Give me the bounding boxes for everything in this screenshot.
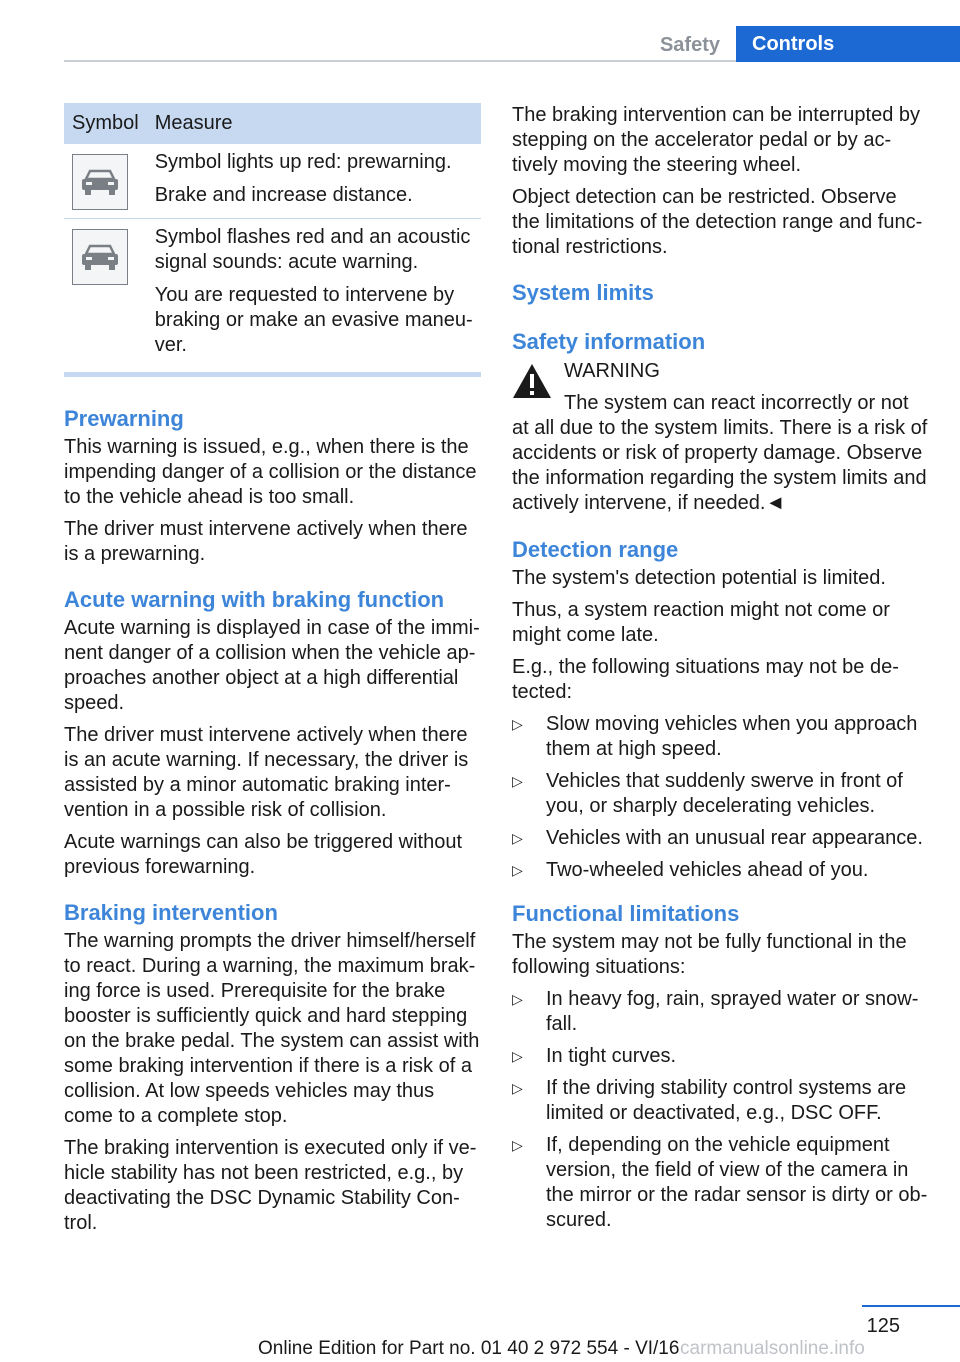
triangle-bullet-icon: ▷ bbox=[512, 1137, 523, 1153]
table-header-symbol: Symbol bbox=[64, 103, 147, 144]
heading-functional-limitations: Functional limitations bbox=[512, 901, 740, 926]
triangle-bullet-icon: ▷ bbox=[512, 1048, 523, 1064]
measure-text: Symbol flashes red and an acoustic signal sounds: acute warning. bbox=[154, 226, 471, 273]
list-item: ▷ Vehicles with an unusual rear appearance. bbox=[512, 827, 923, 849]
left-column bbox=[64, 103, 481, 1243]
watermark: carmanualsonline.info bbox=[680, 1338, 865, 1359]
table-row bbox=[64, 219, 481, 375]
paragraph: The warning prompts the driver himself/herself to react. During a warning, the maximum brak‐ing force is used. Prerequisite for the brake booster is sufficiently quick and hard stepping on the brake pedal. The system can assist with some braking intervention if there is a risk of a collision. At low speeds vehicles may thus come to a complete stop. bbox=[64, 930, 480, 1127]
paragraph: E.g., the following situations may not be de‐tected: bbox=[512, 656, 899, 703]
paragraph: Object detection can be restricted. Observe the limitations of the detection range and func‐tional restrictions. bbox=[512, 186, 923, 258]
list-item: ▷ If, depending on the vehicle equipment version, the field of view of the camera in the mirror or the radar sensor is dirty or ob‐scured. bbox=[512, 1134, 928, 1231]
list-item: ▷ Two-wheeled vehicles ahead of you. bbox=[512, 859, 869, 881]
list-item: ▷ If the driving stability control systems are limited or deactivated, e.g., DSC OFF. bbox=[512, 1077, 907, 1124]
measure-text: Symbol lights up red: prewarning. bbox=[154, 151, 452, 173]
paragraph: The system's detection potential is limited. bbox=[512, 567, 886, 589]
heading-braking-intervention: Braking intervention bbox=[64, 900, 278, 925]
warning-triangle-icon bbox=[512, 363, 552, 399]
paragraph: The system may not be fully functional in the following situations: bbox=[512, 931, 907, 978]
heading-detection-range: Detection range bbox=[512, 537, 679, 562]
paragraph: The braking intervention is executed only if ve‐hicle stability has not been restricted, e.g., by deactivating the DSC Dynamic Stability Con‐trol. bbox=[64, 1137, 477, 1234]
list-item: ▷ In heavy fog, rain, sprayed water or snow‐fall. bbox=[512, 988, 919, 1035]
measure-text: You are requested to intervene by braking or make an evasive maneu‐ver. bbox=[154, 284, 473, 356]
paragraph: Acute warnings can also be triggered without previous forewarning. bbox=[64, 831, 463, 878]
footer-divider bbox=[862, 1305, 960, 1307]
paragraph: The driver must intervene actively when there is an acute warning. If necessary, the driver is assisted by a minor automatic braking inter‐vention in a possible risk of collision. bbox=[64, 724, 469, 821]
list-item: ▷ In tight curves. bbox=[512, 1045, 677, 1067]
triangle-bullet-icon: ▷ bbox=[512, 862, 523, 878]
triangle-bullet-icon: ▷ bbox=[512, 1080, 523, 1096]
warning-title: WARNING bbox=[564, 360, 660, 382]
table-row bbox=[64, 144, 481, 219]
detection-list bbox=[512, 712, 928, 883]
edition-text: Online Edition for Part no. 01 40 2 972 554 - VI/16 bbox=[258, 1338, 680, 1359]
page-number: 125 bbox=[866, 1315, 900, 1337]
triangle-bullet-icon: ▷ bbox=[512, 830, 523, 846]
warning-text: at all due to the system limits. There is a risk of accidents or risk of property damage. Observe the information regarding the system limits and actively intervene, if needed.◄ bbox=[512, 417, 928, 514]
paragraph: Acute warning is displayed in case of the immi‐nent danger of a collision when the vehicle ap‐proaches another object at a high differential speed. bbox=[64, 617, 480, 714]
symbol-measure-table bbox=[64, 103, 481, 377]
heading-system-limits: System limits bbox=[512, 280, 654, 305]
heading-acute-warning: Acute warning with braking function bbox=[64, 587, 445, 612]
table-header-measure: Measure bbox=[147, 103, 481, 144]
paragraph: The braking intervention can be interrupted by stepping on the accelerator pedal or by ac‐tively moving the steering wheel. bbox=[512, 104, 921, 176]
paragraph: The driver must intervene actively when there is a prewarning. bbox=[64, 518, 468, 565]
triangle-bullet-icon: ▷ bbox=[512, 716, 523, 732]
measure-text: Brake and increase distance. bbox=[154, 184, 413, 206]
tab-controls[interactable]: Controls bbox=[736, 26, 960, 62]
heading-prewarning: Prewarning bbox=[64, 406, 184, 431]
header-divider bbox=[64, 60, 736, 62]
list-item: ▷ Vehicles that suddenly swerve in front of you, or sharply decelerating vehicles. bbox=[512, 770, 903, 817]
paragraph: This warning is issued, e.g., when there is the impending danger of a collision or the distance to the vehicle ahead is too small. bbox=[64, 436, 477, 508]
paragraph: Thus, a system reaction might not come or might come late. bbox=[512, 599, 890, 646]
tab-safety[interactable]: Safety bbox=[659, 33, 720, 56]
triangle-bullet-icon: ▷ bbox=[512, 773, 523, 789]
heading-safety-information: Safety information bbox=[512, 329, 706, 354]
car-warning-icon bbox=[72, 229, 128, 285]
warning-text: The system can react incorrectly or not bbox=[564, 392, 909, 414]
right-column bbox=[512, 103, 928, 1240]
triangle-bullet-icon: ▷ bbox=[512, 991, 523, 1007]
list-item: ▷ Slow moving vehicles when you approach them at high speed. bbox=[512, 713, 918, 760]
warning-box bbox=[512, 359, 928, 516]
car-warning-icon bbox=[72, 154, 128, 210]
functional-list bbox=[512, 987, 928, 1233]
